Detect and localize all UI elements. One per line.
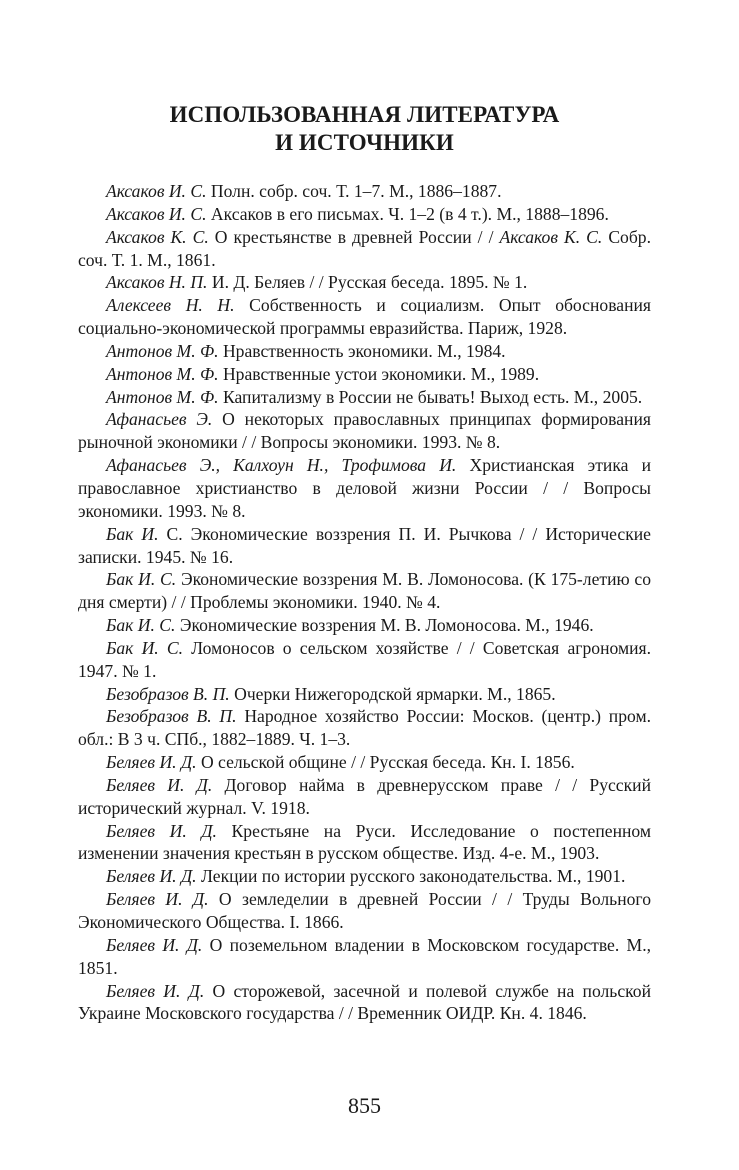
entry-text: Полн. собр. соч. Т. 1–7. М., 1886–1887. [206,181,502,201]
entry-author: Аксаков К. С. [499,226,603,247]
entry-author: Безобразов В. П. [106,706,237,727]
page-title [78,101,651,157]
entry-author: Бак И. С. [106,569,177,590]
entry-author: Беляев И. Д. [106,980,205,1001]
bibliography-entry [78,568,651,614]
entry-text: О земледелии в древней России / / Труды Вольного Экономического Общества. I. 1866. [78,889,651,932]
bibliography-entry [78,340,651,363]
entry-text: Договор найма в древнерусском праве / / Русский исторический журнал. V. 1918. [78,774,651,818]
entry-text: Крестьяне на Руси. Исследование о постепенном изменении значения крестьян в русском обществе. Изд. 4-е. М., 1903. [78,820,651,864]
bibliography-entry [78,271,651,294]
entry-text: Лекции по истории русского законодательства. М., 1901. [196,866,626,887]
entry-text: С. Экономические воззрения П. И. Рычкова / / Исторические записки. 1945. № 16. [78,523,651,567]
bibliography-entry [78,888,651,934]
page-title-line-1: ИСПОЛЬЗОВАННАЯ ЛИТЕРАТУРА [169,102,560,127]
entry-text: Очерки Нижегородской ярмарки. М., 1865. [229,683,556,704]
bibliography-entry [78,226,651,272]
entry-author: Аксаков К. С. [106,226,209,247]
entry-author: Бак И. С. [106,615,176,636]
entry-text: Собр. соч. Т. 1. М., 1861. [78,226,651,270]
entry-text: Экономические воззрения М. В. Ломоносова. М., 1946. [175,615,594,636]
entry-author: Бак И. С. [106,637,183,658]
entry-author: Беляев И. Д. [106,934,203,955]
entry-author: Беляев И. Д. [106,866,197,887]
entry-text: И. Д. Беляев / / Русская беседа. 1895. № 1. [207,272,528,293]
entry-text: Собственность и социализм. Опыт обоснования социально-экономической программы евразийства. Париж, 1928. [78,295,652,339]
bibliography-entry [78,934,651,980]
entry-text: Нравственные устои экономики. М., 1989. [218,363,540,384]
entry-author: Антонов М. Ф. [106,340,219,361]
entry-text: Экономические воззрения М. В. Ломоносова. (К 175-летию со дня смерти) / / Проблемы экономики. 1940. № 4. [78,569,651,613]
bibliography-entry [78,774,651,820]
entry-author: Беляев И. Д. [106,752,197,773]
entry-text: Нравственность экономики. М., 1984. [218,340,506,361]
bibliography-list [78,180,651,1025]
bibliography-entry [78,408,651,454]
entry-text: Капитализму в России не бывать! Выход есть. М., 2005. [218,386,643,407]
entry-text: О некоторых православных принципах формирования рыночной экономики / / Вопросы экономики. 1993. № 8. [78,409,651,453]
entry-author: Антонов М. Ф. [106,386,219,407]
entry-author: Бак И. [106,523,159,544]
entry-author: Афанасьев Э. [106,409,213,430]
entry-author: Антонов М. Ф. [106,363,219,384]
entry-author: Беляев И. Д. [106,889,209,910]
entry-text: Народное хозяйство России: Москов. (центр.) пром. обл.: В 3 ч. СПб., 1882–1889. Ч. 1–3. [78,706,651,750]
bibliography-entry [78,614,651,637]
bibliography-entry [78,980,651,1026]
entry-author: Беляев И. Д. [106,774,213,795]
bibliography-entry [78,180,651,203]
bibliography-entry [78,386,651,409]
entry-author: Аксаков И. С. [106,181,207,201]
entry-author: Алексеев Н. Н. [106,295,235,316]
entry-text: О сельской общине / / Русская беседа. Кн. I. 1856. [196,752,575,773]
entry-author: Афанасьев Э., Калхоун Н., Трофимова И. [106,455,457,476]
bibliography-entry [78,705,651,751]
entry-author: Аксаков Н. П. [106,272,208,293]
bibliography-entry [78,683,651,706]
entry-text: Ломоносов о сельском хозяйстве / / Советская агрономия. 1947. № 1. [78,637,651,681]
bibliography-entry [78,820,651,866]
bibliography-entry [78,454,651,523]
bibliography-entry [78,203,651,226]
entry-author: Аксаков И. С. [106,203,207,224]
entry-text: О крестьянстве в древней России / / [208,226,500,247]
entry-text: О поземельном владении в Московском государстве. М., 1851. [78,934,651,978]
bibliography-entry [78,751,651,774]
page-number: 855 [348,1093,381,1118]
entry-author: Беляев И. Д. [106,820,217,841]
bibliography-entry [78,523,651,569]
entry-author: Безобразов В. П. [106,683,230,704]
entry-text: Аксаков в его письмах. Ч. 1–2 (в 4 т.). М., 1888–1896. [206,203,609,224]
entry-text: Христианская этика и православное христианство в деловой жизни России / / Вопросы экономики. 1993. № 8. [78,455,651,521]
bibliography-entry [78,637,651,683]
entry-text: О сторожевой, засечной и полевой службе на польской Украине Московского государства / / Временник ОИДР. Кн. 4. 1846. [78,980,651,1024]
page-title-line-2: И ИСТОЧНИКИ [275,130,454,155]
book-page [78,0,651,1170]
bibliography-entry [78,865,651,888]
bibliography-entry [78,294,651,340]
bibliography-entry [78,363,651,386]
